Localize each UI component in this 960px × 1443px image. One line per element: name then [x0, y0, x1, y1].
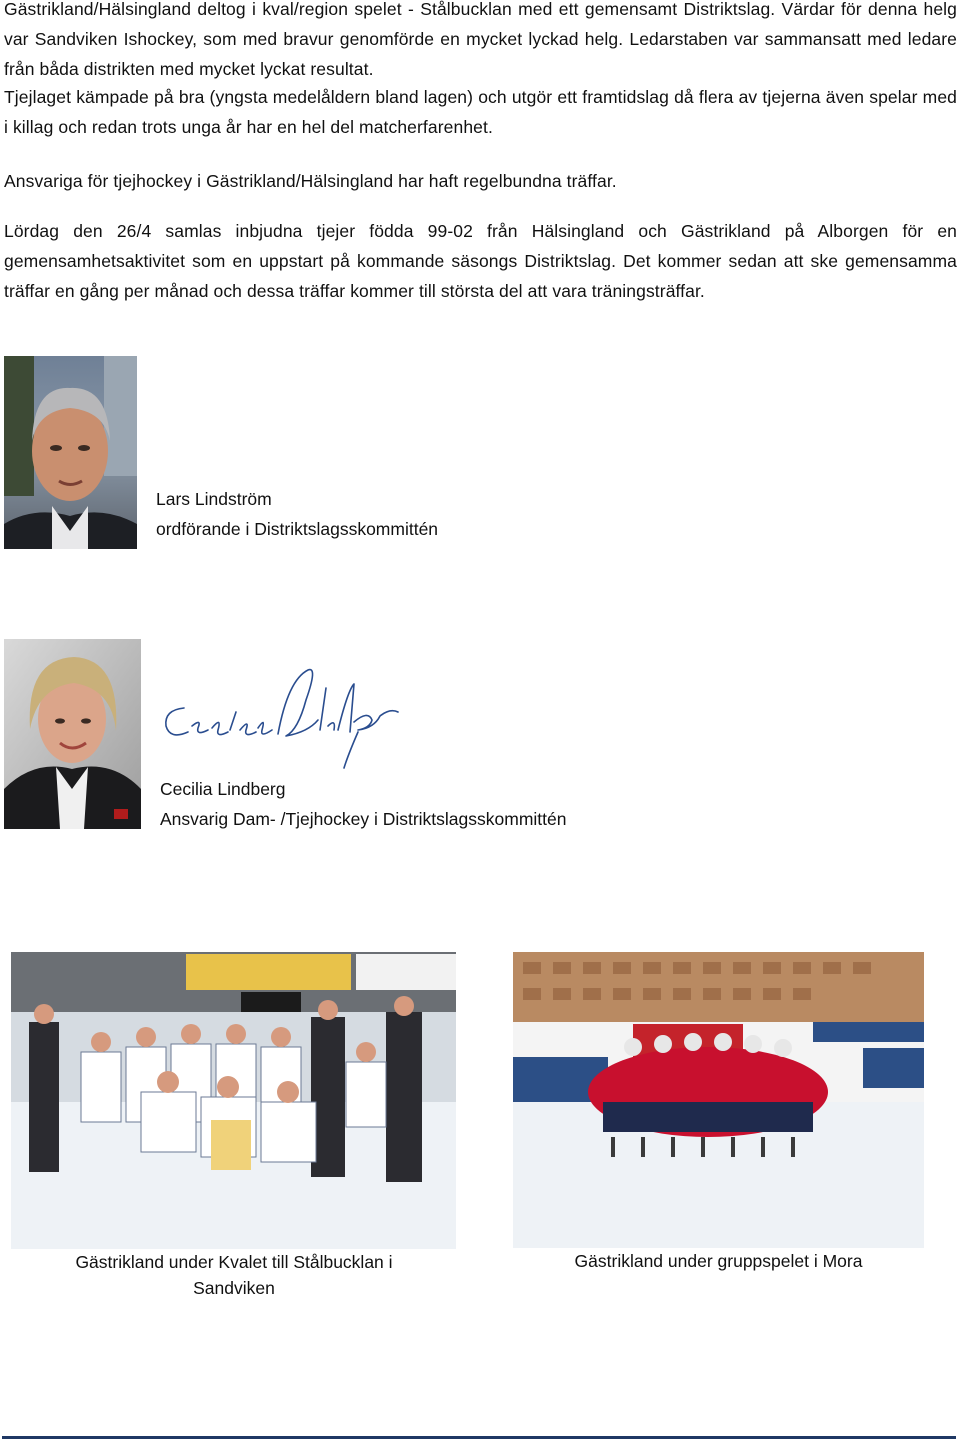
person-cecilia: [160, 774, 567, 834]
caption-team-mora: Gästrikland under gruppspelet i Mora: [574, 1251, 863, 1271]
person-role: Ansvarig Dam- /Tjejhockey i Distriktslagsskommittén: [160, 809, 567, 829]
person-lars: [156, 484, 438, 544]
signature-cecilia-lindberg: [158, 660, 418, 775]
person-name: Cecilia Lindberg: [160, 779, 286, 799]
person-role: ordförande i Distriktslagsskommittén: [156, 519, 439, 539]
intro-paragraph: [4, 0, 957, 84]
paragraph-ansvariga: Ansvariga för tjejhockey i Gästrikland/Hälsingland har haft regelbundna träffar.: [4, 171, 617, 191]
portrait-cecilia-lindberg: [4, 639, 141, 829]
portrait-lars-lindstrom: [4, 356, 137, 549]
team-photo-sandviken: [11, 952, 456, 1249]
saturday-paragraph: [4, 216, 957, 306]
paragraph-lordag: Lördag den 26/4 samlas inbjudna tjejer födda 99-02 från Hälsingland och Gästrikland på Alborgen för en gemensamhetsaktivitet som en uppstart på kommande säsongs Distriktslag. Det kommer sedan att ske gemensamma träffar en gång per månad och dessa träffar kommer till största del att vara träningsträffar.: [4, 221, 957, 301]
team-photo-mora: [513, 952, 924, 1248]
paragraph-tjejlaget: Tjejlaget kämpade på bra (yngsta medelåldern bland lagen) och utgör ett framtidslag då flera av tjejerna även spelar med i killag och redan trots unga år har en hel del matcherfarenhet.: [4, 87, 957, 137]
caption-team-sandviken: Gästrikland under Kvalet till Stålbucklan i Sandviken: [75, 1252, 393, 1298]
meetings-paragraph: [4, 166, 957, 196]
person-name: Lars Lindström: [156, 489, 272, 509]
girls-team-paragraph: [4, 82, 957, 142]
paragraph-stalbucklan: Gästrikland/Hälsingland deltog i kval/region spelet - Stålbucklan med ett gemensamt Distriktslag. Värdar för denna helg var Sandviken Ishockey, som med bravur genomförde en mycket lyckad helg. Ledarstaben var sammansatt med ledare från båda distrikten med mycket lyckat resultat.: [4, 0, 957, 79]
footer-divider: [2, 1436, 956, 1439]
